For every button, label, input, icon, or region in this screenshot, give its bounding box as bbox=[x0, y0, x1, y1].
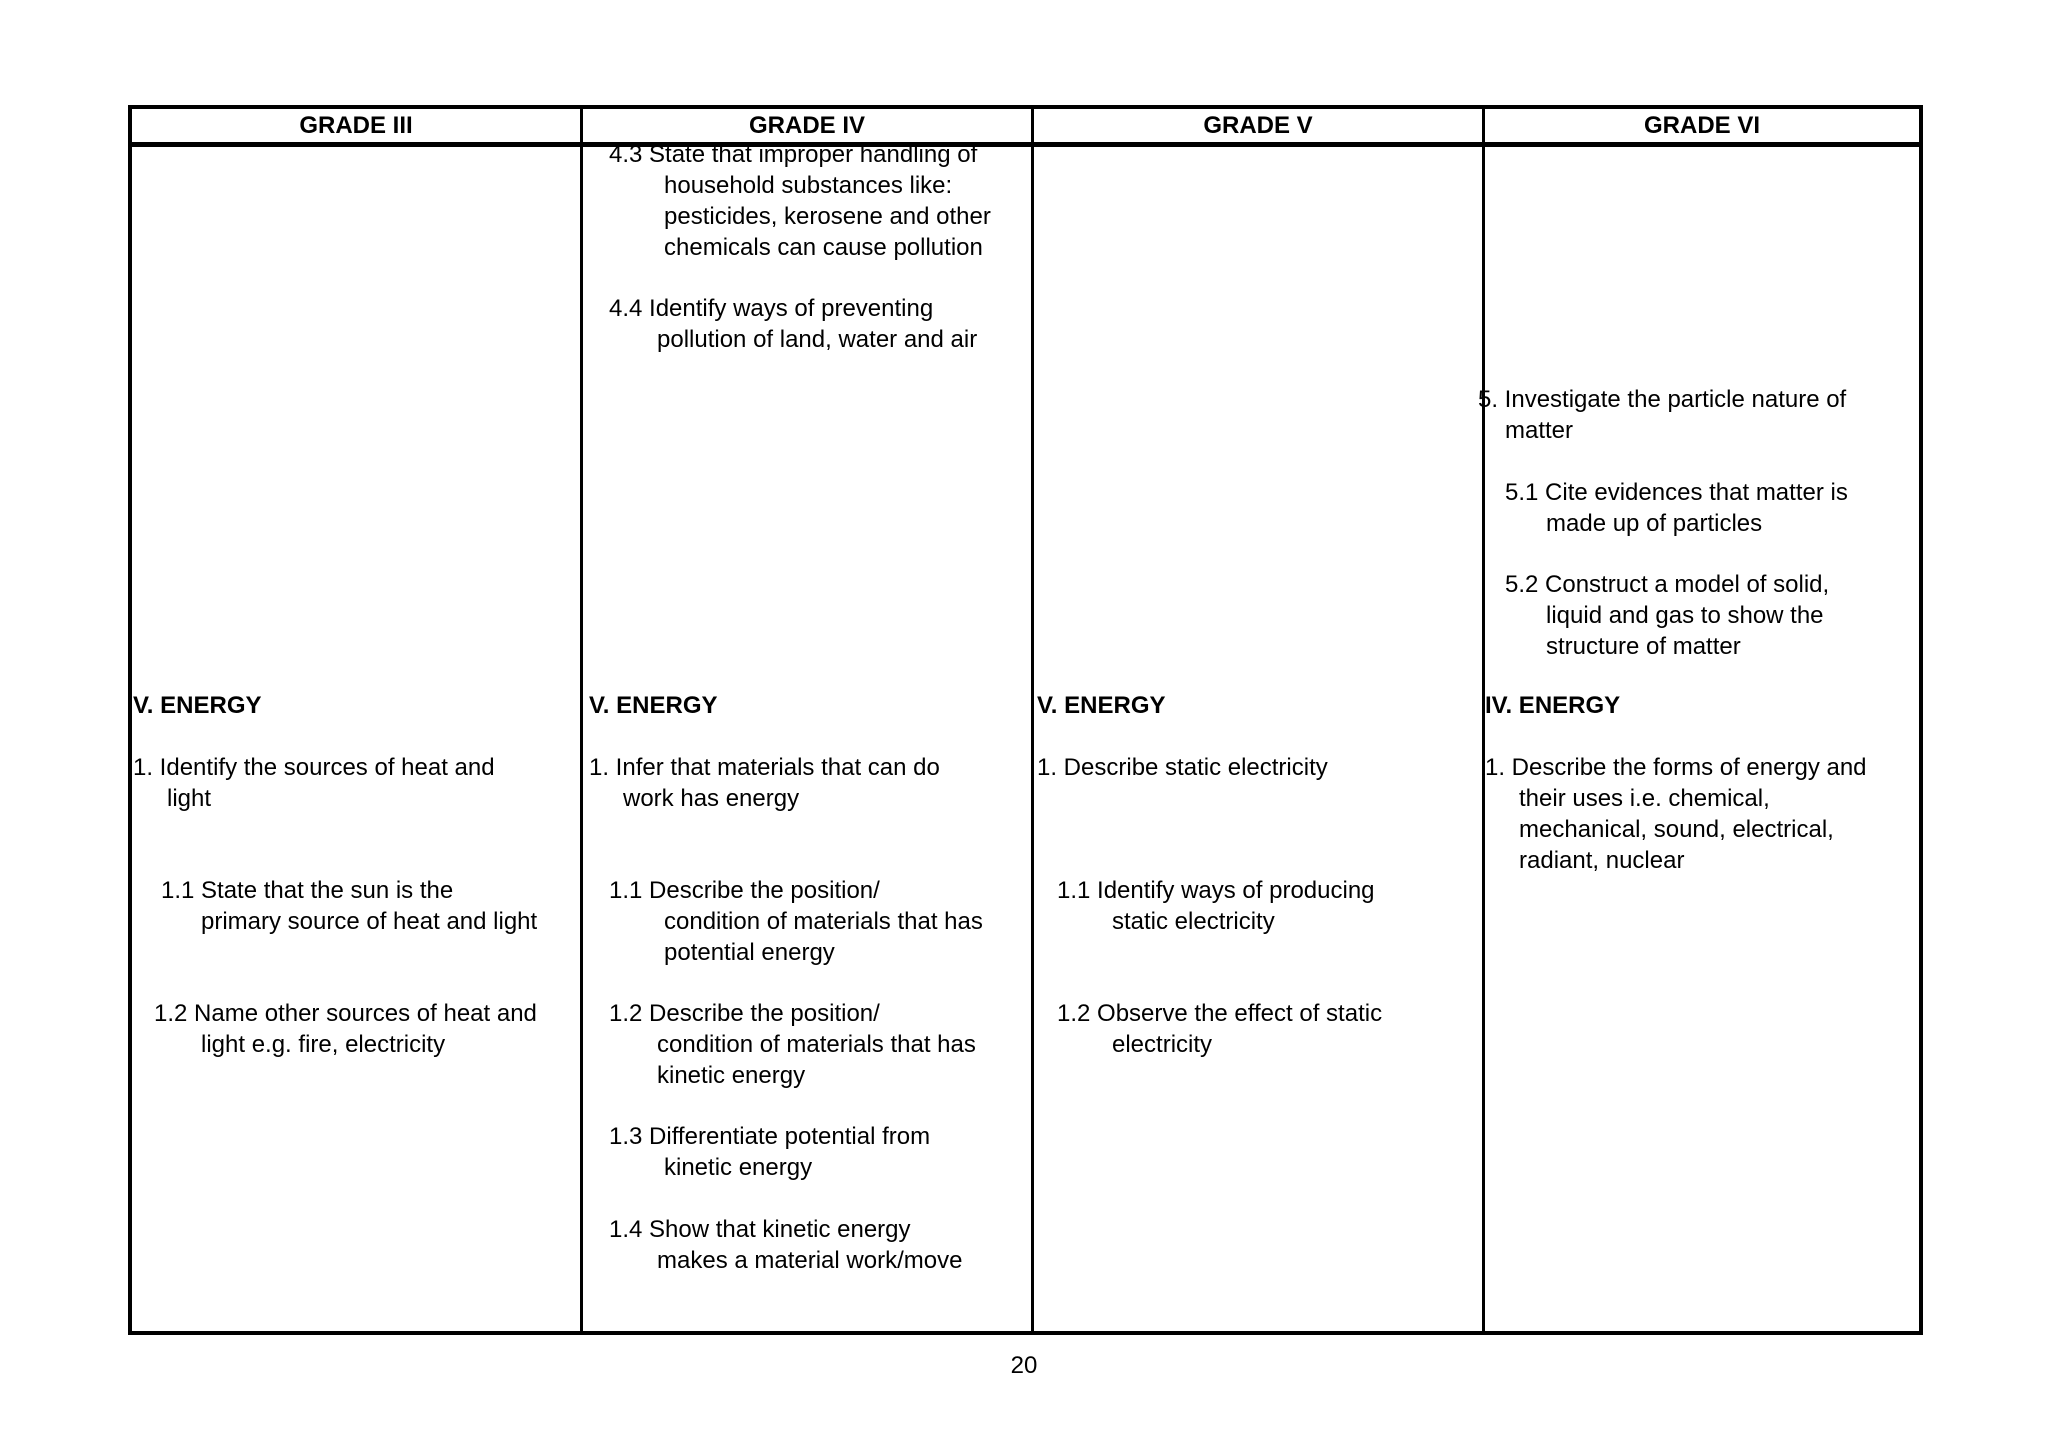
grade-iv-item-1-4: makes a material work/move bbox=[657, 1247, 963, 1274]
grade-iv-item-1: work has energy bbox=[623, 785, 800, 812]
grade-vi-item-1: mechanical, sound, electrical, bbox=[1519, 816, 1834, 843]
grade-vi-item-5-2: liquid and gas to show the bbox=[1546, 602, 1824, 629]
header-grade-vi: GRADE VI bbox=[1643, 112, 1760, 139]
grade-iii-item-1-1: 1.1 State that the sun is the bbox=[161, 877, 454, 904]
grade-iv-item-4-4: 4.4 Identify ways of preventing bbox=[609, 295, 934, 322]
grade-iv-item-1-2: kinetic energy bbox=[657, 1062, 806, 1089]
grade-vi-item-1: radiant, nuclear bbox=[1519, 847, 1685, 874]
grade-iv-item-1-3: kinetic energy bbox=[664, 1154, 813, 1181]
grade-v-item-1-2: electricity bbox=[1112, 1031, 1213, 1058]
grade-iv-item-4-3: pesticides, kerosene and other bbox=[664, 203, 991, 230]
column-divider bbox=[580, 109, 583, 1331]
grade-vi-energy-heading: IV. ENERGY bbox=[1485, 692, 1621, 719]
grade-iii-item-1-2: 1.2 Name other sources of heat and bbox=[154, 1000, 537, 1027]
grade-iii-energy-heading: V. ENERGY bbox=[133, 692, 262, 719]
column-divider bbox=[1031, 109, 1034, 1331]
header-grade-v: GRADE V bbox=[1203, 112, 1313, 139]
grade-iv-item-1-1: 1.1 Describe the position/ bbox=[609, 877, 880, 904]
grade-vi-item-5: 5. Investigate the particle nature of bbox=[1478, 386, 1847, 413]
grade-vi-item-5-2: structure of matter bbox=[1546, 633, 1741, 660]
header-grade-iii: GRADE III bbox=[299, 112, 413, 139]
grade-iv-item-1-4: 1.4 Show that kinetic energy bbox=[609, 1216, 911, 1243]
grade-vi-item-5: matter bbox=[1505, 417, 1574, 444]
grade-iv-item-4-4: pollution of land, water and air bbox=[657, 326, 978, 353]
grade-iv-item-1-2: condition of materials that has bbox=[657, 1031, 976, 1058]
grade-iv-item-1: 1. Infer that materials that can do bbox=[589, 754, 940, 781]
grade-v-item-1-2: 1.2 Observe the effect of static bbox=[1057, 1000, 1383, 1027]
grade-vi-item-1: 1. Describe the forms of energy and bbox=[1485, 754, 1867, 781]
grade-iii-item-1-2: light e.g. fire, electricity bbox=[201, 1031, 446, 1058]
grade-iii-item-1: light bbox=[167, 785, 212, 812]
grade-iii-item-1-1: primary source of heat and light bbox=[201, 908, 538, 935]
grade-v-item-1-1: 1.1 Identify ways of producing bbox=[1057, 877, 1375, 904]
grade-iv-item-4-3: chemicals can cause pollution bbox=[664, 234, 983, 261]
header-grade-iv: GRADE IV bbox=[748, 112, 865, 139]
grade-vi-item-1: their uses i.e. chemical, bbox=[1519, 785, 1770, 812]
grade-iv-item-1-2: 1.2 Describe the position/ bbox=[609, 1000, 880, 1027]
grade-v-item-1: 1. Describe static electricity bbox=[1037, 754, 1328, 781]
curriculum-table bbox=[128, 105, 1923, 1335]
grade-iv-item-4-3: household substances like: bbox=[664, 172, 953, 199]
grade-vi-item-5-1: 5.1 Cite evidences that matter is bbox=[1505, 479, 1848, 506]
grade-vi-item-5-2: 5.2 Construct a model of solid, bbox=[1505, 571, 1830, 598]
grade-v-energy-heading: V. ENERGY bbox=[1037, 692, 1166, 719]
page-number: 20 bbox=[1010, 1352, 1038, 1379]
grade-iv-item-1-1: potential energy bbox=[664, 939, 835, 966]
grade-v-item-1-1: static electricity bbox=[1112, 908, 1275, 935]
grade-iv-item-1-1: condition of materials that has bbox=[664, 908, 983, 935]
grade-iv-item-1-3: 1.3 Differentiate potential from bbox=[609, 1123, 931, 1150]
table-header-row bbox=[132, 109, 1919, 147]
grade-vi-item-5-1: made up of particles bbox=[1546, 510, 1763, 537]
grade-iv-item-4-3: 4.3 State that improper handling of bbox=[609, 141, 978, 168]
grade-iii-item-1: 1. Identify the sources of heat and bbox=[133, 754, 495, 781]
grade-iv-energy-heading: V. ENERGY bbox=[589, 692, 718, 719]
